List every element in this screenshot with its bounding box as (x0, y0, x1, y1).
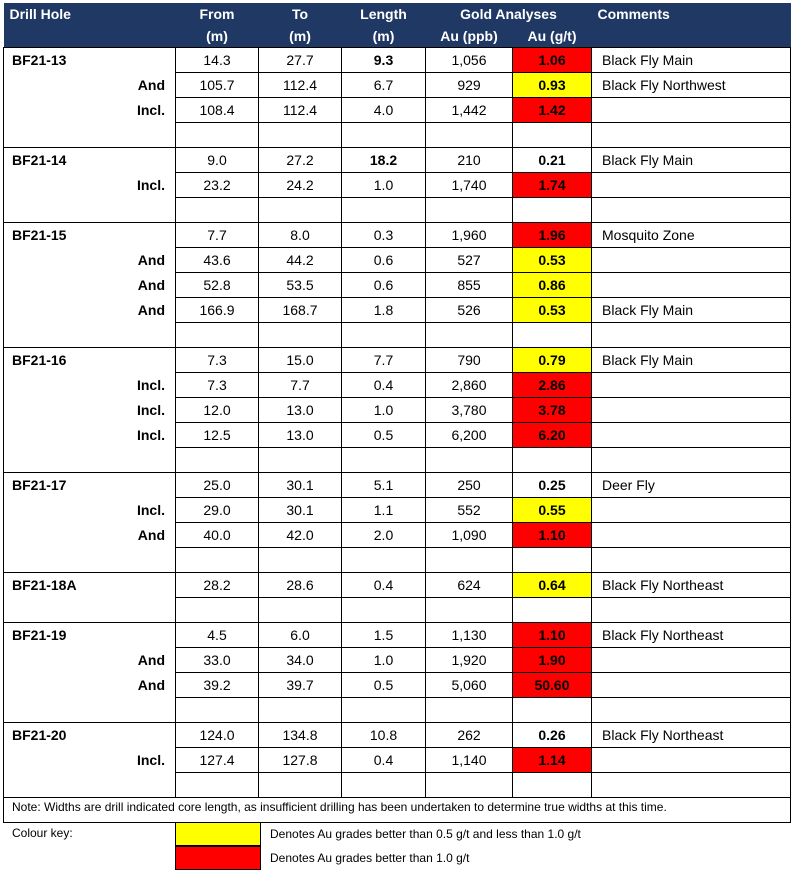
qualifier: Incl. (136, 427, 165, 443)
au-gt-value: 0.53 (513, 298, 592, 323)
au-gt-value: 3.78 (513, 398, 592, 423)
qualifier: Incl. (136, 402, 165, 418)
au-gt-value: 1.10 (513, 523, 592, 548)
from-value: 127.4 (176, 748, 259, 773)
spacer-cell (426, 123, 513, 148)
from-value: 7.3 (176, 348, 259, 373)
comment (592, 748, 791, 773)
table-body (4, 48, 791, 823)
red-swatch (175, 846, 261, 870)
table-row (4, 398, 791, 423)
au-gt-value: 0.55 (513, 498, 592, 523)
length-value: 0.4 (342, 373, 426, 398)
qualifier (114, 573, 176, 598)
header-to: To (259, 3, 342, 25)
table-row (4, 523, 791, 548)
spacer-cell (513, 123, 592, 148)
spacer-cell (342, 698, 426, 723)
yellow-key-text: Denotes Au grades better than 0.5 g/t and less than 1.0 g/t (270, 827, 581, 841)
from-value: 4.5 (176, 623, 259, 648)
to-value: 134.8 (259, 723, 342, 748)
au-gt-value: 1.90 (513, 648, 592, 673)
spacer-qual (114, 773, 176, 798)
length-value: 7.7 (342, 348, 426, 373)
spacer-cell (426, 198, 513, 223)
to-value: 27.2 (259, 148, 342, 173)
drill-hole-id: BF21-19 (4, 623, 114, 723)
to-value: 44.2 (259, 248, 342, 273)
header-comments: Comments (592, 3, 791, 25)
au-ppb-value: 6,200 (426, 423, 513, 448)
to-value: 8.0 (259, 223, 342, 248)
table-row (4, 98, 791, 123)
from-value: 12.5 (176, 423, 259, 448)
qualifier: And (137, 277, 165, 293)
spacer-cell (342, 598, 426, 623)
spacer-qual (114, 198, 176, 223)
qualifier: Incl. (136, 377, 165, 393)
spacer-cell (426, 698, 513, 723)
au-gt-value: 0.79 (513, 348, 592, 373)
from-value: 25.0 (176, 473, 259, 498)
table-row (4, 573, 791, 598)
length-value: 18.2 (342, 148, 426, 173)
au-ppb-value: 1,442 (426, 98, 513, 123)
header-au-gt: Au (g/t) (513, 25, 592, 48)
length-value: 0.6 (342, 248, 426, 273)
spacer-cell (513, 448, 592, 473)
spacer-row (4, 448, 791, 473)
qualifier (114, 723, 176, 748)
spacer-cell (592, 773, 791, 798)
spacer-cell (513, 198, 592, 223)
spacer-qual (114, 548, 176, 573)
au-gt-value: 0.21 (513, 148, 592, 173)
spacer-row (4, 698, 791, 723)
to-value: 13.0 (259, 398, 342, 423)
au-gt-value: 50.60 (513, 673, 592, 698)
table-row (4, 73, 791, 98)
from-value: 43.6 (176, 248, 259, 273)
spacer-cell (259, 198, 342, 223)
comment: Mosquito Zone (592, 223, 791, 248)
au-gt-value: 0.93 (513, 73, 592, 98)
spacer-qual (114, 123, 176, 148)
comment: Black Fly Northeast (592, 573, 791, 598)
length-value: 1.0 (342, 648, 426, 673)
spacer-cell (259, 123, 342, 148)
comment: Black Fly Main (592, 298, 791, 323)
qualifier (114, 473, 176, 498)
to-value: 13.0 (259, 423, 342, 448)
comment (592, 273, 791, 298)
spacer-cell (592, 598, 791, 623)
to-value: 53.5 (259, 273, 342, 298)
spacer-cell (426, 548, 513, 573)
spacer-cell (513, 323, 592, 348)
spacer-cell (259, 698, 342, 723)
comment (592, 248, 791, 273)
au-ppb-value: 5,060 (426, 673, 513, 698)
to-value: 15.0 (259, 348, 342, 373)
au-gt-value: 1.14 (513, 748, 592, 773)
au-gt-value: 1.42 (513, 98, 592, 123)
au-gt-value: 1.96 (513, 223, 592, 248)
table-row (4, 298, 791, 323)
au-ppb-value: 210 (426, 148, 513, 173)
au-ppb-value: 624 (426, 573, 513, 598)
to-value: 28.6 (259, 573, 342, 598)
qualifier: Incl. (136, 102, 165, 118)
from-value: 7.3 (176, 373, 259, 398)
length-value: 2.0 (342, 523, 426, 548)
length-value: 0.3 (342, 223, 426, 248)
spacer-cell (176, 773, 259, 798)
spacer-cell (513, 548, 592, 573)
au-ppb-value: 1,090 (426, 523, 513, 548)
drill-hole-id: BF21-15 (4, 223, 114, 348)
au-gt-value: 0.25 (513, 473, 592, 498)
qualifier: And (137, 652, 165, 668)
comment (592, 173, 791, 198)
spacer-cell (176, 698, 259, 723)
spacer-cell (342, 198, 426, 223)
spacer-cell (513, 773, 592, 798)
comment: Deer Fly (592, 473, 791, 498)
from-value: 52.8 (176, 273, 259, 298)
header-from-unit: (m) (176, 25, 259, 48)
table-row (4, 148, 791, 173)
from-value: 12.0 (176, 398, 259, 423)
qualifier: Incl. (136, 752, 165, 768)
au-ppb-value: 250 (426, 473, 513, 498)
header-length: Length (342, 3, 426, 25)
drill-hole-id: BF21-18A (4, 573, 114, 623)
qualifier (114, 623, 176, 648)
au-ppb-value: 2,860 (426, 373, 513, 398)
comment (592, 648, 791, 673)
to-value: 7.7 (259, 373, 342, 398)
spacer-cell (426, 598, 513, 623)
comment (592, 98, 791, 123)
to-value: 34.0 (259, 648, 342, 673)
from-value: 28.2 (176, 573, 259, 598)
au-gt-value: 0.86 (513, 273, 592, 298)
header-au-ppb: Au (ppb) (426, 25, 513, 48)
drill-hole-id: BF21-17 (4, 473, 114, 573)
qualifier: Incl. (136, 177, 165, 193)
spacer-cell (342, 323, 426, 348)
to-value: 30.1 (259, 473, 342, 498)
spacer-cell (513, 598, 592, 623)
au-gt-value: 1.74 (513, 173, 592, 198)
au-ppb-value: 1,920 (426, 648, 513, 673)
to-value: 168.7 (259, 298, 342, 323)
comment: Black Fly Main (592, 348, 791, 373)
header-blank-comments (592, 25, 791, 48)
length-value: 4.0 (342, 98, 426, 123)
spacer-cell (592, 698, 791, 723)
qualifier (114, 148, 176, 173)
table-row (4, 673, 791, 698)
table-row (4, 248, 791, 273)
table-row (4, 623, 791, 648)
drill-hole-id: BF21-14 (4, 148, 114, 223)
length-value: 5.1 (342, 473, 426, 498)
au-ppb-value: 929 (426, 73, 513, 98)
length-value: 6.7 (342, 73, 426, 98)
to-value: 112.4 (259, 73, 342, 98)
spacer-cell (176, 323, 259, 348)
comment (592, 423, 791, 448)
table-row (4, 223, 791, 248)
spacer-cell (176, 598, 259, 623)
spacer-cell (176, 198, 259, 223)
length-value: 0.6 (342, 273, 426, 298)
comment (592, 373, 791, 398)
from-value: 108.4 (176, 98, 259, 123)
comment: Black Fly Main (592, 48, 791, 73)
au-gt-value: 0.26 (513, 723, 592, 748)
table-row (4, 373, 791, 398)
length-value: 0.4 (342, 573, 426, 598)
table-header (4, 3, 791, 48)
footnote: Note: Widths are drill indicated core length, as insufficient drilling has been undertaken to determine true widths at this time. (12, 800, 667, 814)
qualifier: And (137, 302, 165, 318)
red-key-text: Denotes Au grades better than 1.0 g/t (270, 851, 470, 865)
spacer-cell (259, 548, 342, 573)
qualifier: And (137, 677, 165, 693)
qualifier (114, 48, 176, 73)
length-value: 1.1 (342, 498, 426, 523)
spacer-cell (176, 123, 259, 148)
from-value: 105.7 (176, 73, 259, 98)
comment (592, 398, 791, 423)
yellow-swatch (175, 822, 261, 846)
spacer-cell (426, 773, 513, 798)
to-value: 27.7 (259, 48, 342, 73)
qualifier (114, 223, 176, 248)
spacer-qual (114, 448, 176, 473)
spacer-cell (342, 448, 426, 473)
length-value: 10.8 (342, 723, 426, 748)
qualifier: And (137, 252, 165, 268)
table-row (4, 498, 791, 523)
qualifier: And (137, 527, 165, 543)
header-blank (4, 25, 176, 48)
to-value: 30.1 (259, 498, 342, 523)
header-from: From (176, 3, 259, 25)
spacer-cell (259, 448, 342, 473)
au-ppb-value: 1,960 (426, 223, 513, 248)
au-gt-value: 0.53 (513, 248, 592, 273)
au-ppb-value: 527 (426, 248, 513, 273)
spacer-cell (342, 773, 426, 798)
spacer-cell (342, 123, 426, 148)
qualifier (114, 348, 176, 373)
table-row (4, 173, 791, 198)
length-value: 9.3 (342, 48, 426, 73)
spacer-row (4, 323, 791, 348)
length-value: 0.5 (342, 673, 426, 698)
comment: Black Fly Northeast (592, 723, 791, 748)
table-row (4, 473, 791, 498)
au-ppb-value: 1,056 (426, 48, 513, 73)
length-value: 1.5 (342, 623, 426, 648)
comment: Black Fly Northeast (592, 623, 791, 648)
from-value: 7.7 (176, 223, 259, 248)
length-value: 1.8 (342, 298, 426, 323)
spacer-cell (259, 773, 342, 798)
comment: Black Fly Northwest (592, 73, 791, 98)
to-value: 24.2 (259, 173, 342, 198)
length-value: 1.0 (342, 398, 426, 423)
spacer-cell (176, 548, 259, 573)
from-value: 33.0 (176, 648, 259, 673)
spacer-qual (114, 698, 176, 723)
au-gt-value: 0.64 (513, 573, 592, 598)
qualifier: And (137, 77, 165, 93)
table-row (4, 723, 791, 748)
length-value: 1.0 (342, 173, 426, 198)
length-value: 0.4 (342, 748, 426, 773)
table-row (4, 748, 791, 773)
from-value: 9.0 (176, 148, 259, 173)
header-drill-hole: Drill Hole (4, 3, 176, 25)
to-value: 112.4 (259, 98, 342, 123)
spacer-cell (176, 448, 259, 473)
au-ppb-value: 3,780 (426, 398, 513, 423)
from-value: 40.0 (176, 523, 259, 548)
spacer-row (4, 548, 791, 573)
table-row (4, 48, 791, 73)
spacer-row (4, 123, 791, 148)
spacer-cell (592, 198, 791, 223)
spacer-cell (592, 323, 791, 348)
au-ppb-value: 526 (426, 298, 513, 323)
header-length-unit: (m) (342, 25, 426, 48)
spacer-cell (592, 123, 791, 148)
from-value: 166.9 (176, 298, 259, 323)
colour-key-label: Colour key: (12, 826, 73, 840)
spacer-qual (114, 323, 176, 348)
au-gt-value: 2.86 (513, 373, 592, 398)
spacer-cell (513, 698, 592, 723)
au-gt-value: 1.10 (513, 623, 592, 648)
drill-hole-id: BF21-16 (4, 348, 114, 473)
au-ppb-value: 552 (426, 498, 513, 523)
au-ppb-value: 790 (426, 348, 513, 373)
comment (592, 523, 791, 548)
from-value: 23.2 (176, 173, 259, 198)
table-row (4, 423, 791, 448)
from-value: 39.2 (176, 673, 259, 698)
spacer-cell (342, 548, 426, 573)
length-value: 0.5 (342, 423, 426, 448)
spacer-cell (259, 323, 342, 348)
comment: Black Fly Main (592, 148, 791, 173)
table-row (4, 273, 791, 298)
to-value: 6.0 (259, 623, 342, 648)
comment (592, 673, 791, 698)
to-value: 127.8 (259, 748, 342, 773)
spacer-cell (426, 448, 513, 473)
from-value: 14.3 (176, 48, 259, 73)
spacer-cell (592, 548, 791, 573)
spacer-cell (259, 598, 342, 623)
au-ppb-value: 1,140 (426, 748, 513, 773)
spacer-qual (114, 598, 176, 623)
drill-hole-id: BF21-13 (4, 48, 114, 148)
au-gt-value: 6.20 (513, 423, 592, 448)
spacer-row (4, 773, 791, 798)
from-value: 29.0 (176, 498, 259, 523)
to-value: 42.0 (259, 523, 342, 548)
au-ppb-value: 1,130 (426, 623, 513, 648)
au-ppb-value: 855 (426, 273, 513, 298)
au-ppb-value: 262 (426, 723, 513, 748)
au-ppb-value: 1,740 (426, 173, 513, 198)
header-gold-analyses: Gold Analyses (426, 3, 592, 25)
from-value: 124.0 (176, 723, 259, 748)
spacer-row (4, 598, 791, 623)
spacer-cell (592, 448, 791, 473)
au-gt-value: 1.06 (513, 48, 592, 73)
drill-results-table (3, 3, 791, 823)
to-value: 39.7 (259, 673, 342, 698)
table-row (4, 348, 791, 373)
drill-hole-id: BF21-20 (4, 723, 114, 798)
qualifier: Incl. (136, 502, 165, 518)
comment (592, 498, 791, 523)
header-to-unit: (m) (259, 25, 342, 48)
table-row (4, 648, 791, 673)
spacer-row (4, 198, 791, 223)
spacer-cell (426, 323, 513, 348)
